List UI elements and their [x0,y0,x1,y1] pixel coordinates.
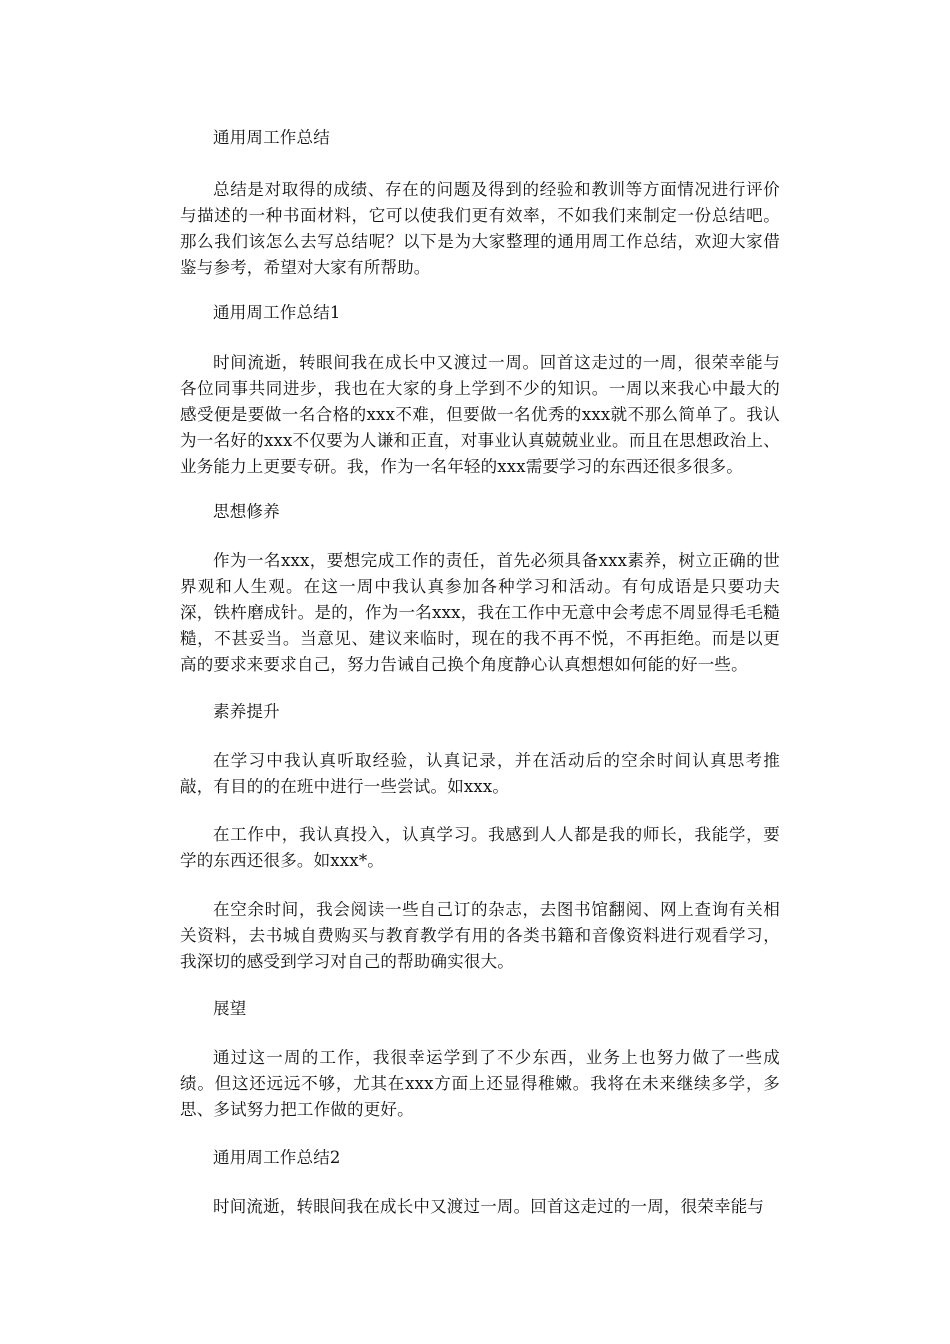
outlook-paragraph: 通过这一周的工作，我很幸运学到了不少东西，业务上也努力做了一些成绩。但这还远远不够，尤其在xxx方面上还显得稚嫩。我将在未来继续多学，多思、多试努力把工作做的更好。 [180,1048,780,1119]
section-2-paragraph: 时间流逝，转眼间我在成长中又渡过一周。回首这走过的一周，很荣幸能与 [213,1197,765,1216]
document-title: 通用周工作总结 [213,128,330,147]
thinking-paragraph: 作为一名xxx，要想完成工作的责任，首先必须具备xxx素养，树立正确的世界观和人生观。在这一周中我认真参加各种学习和活动。有句成语是只要功夫深，铁杵磨成针。是的，作为一名xxx，我在工作中无意中会考虑不周显得毛毛糙糙，不甚妥当。当意见、建议来临时，现在的我不再不悦，不再拒绝。而是以更高的要求来要求自己，努力告诫自己换个角度静心认真想想如何能的好一些。 [180,551,780,674]
improvement-paragraph-1: 在学习中我认真听取经验，认真记录，并在活动后的空余时间认真思考推敲，有目的的在班中进行一些尝试。如xxx。 [180,751,780,796]
subheading-improvement: 素养提升 [213,702,280,721]
improvement-paragraph-2: 在工作中，我认真投入，认真学习。我感到人人都是我的师长，我能学，要学的东西还很多。如xxx*。 [180,825,780,870]
section-1-heading: 通用周工作总结1 [213,303,341,322]
section-1-paragraph: 时间流逝，转眼间我在成长中又渡过一周。回首这走过的一周，很荣幸能与各位同事共同进步，我也在大家的身上学到不少的知识。一周以来我心中最大的感受便是要做一名合格的xxx不难，但要做一名优秀的xxx就不那么简单了。我认为一名好的xxx不仅要为人谦和正直，对事业认真兢兢业业。而且在思想政治上、业务能力上更要专研。我，作为一名年轻的xxx需要学习的东西还很多很多。 [180,353,780,476]
subheading-thinking: 思想修养 [213,502,280,521]
section-2-heading: 通用周工作总结2 [213,1148,341,1167]
improvement-paragraph-3: 在空余时间，我会阅读一些自己订的杂志，去图书馆翻阅、网上查询有关相关资料，去书城自费购买与教育教学有用的各类书籍和音像资料进行观看学习，我深切的感受到学习对自己的帮助确实很大。 [180,900,780,971]
intro-paragraph: 总结是对取得的成绩、存在的问题及得到的经验和教训等方面情况进行评价与描述的一种书面材料，它可以使我们更有效率，不如我们来制定一份总结吧。那么我们该怎么去写总结呢？以下是为大家整理的通用周工作总结，欢迎大家借鉴与参考，希望对大家有所帮助。 [180,180,780,277]
subheading-outlook: 展望 [213,999,247,1018]
